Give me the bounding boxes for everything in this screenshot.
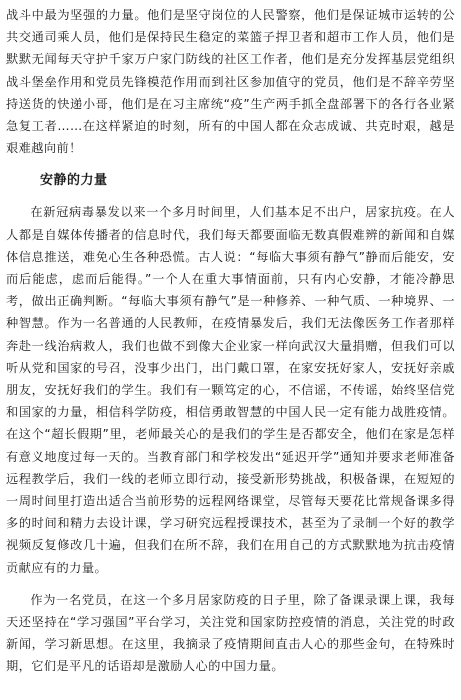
body-paragraph-2: 作为一名党员，在这一个多月居家防疫的日子里，除了备课录课上课，我每天还坚持在“学习强国”平台学习，关注党和国家防控疫情的消息，关注党的时政新闻，学习新思想。在这里，我摘录了疫情期间直击人心的那些金句，在特殊时期，它们是平凡的话语却是激励人心的中国力量。 bbox=[6, 592, 455, 674]
body-paragraph-1: 在新冠病毒暴发以来一个多月时间里，人们基本足不出户，居家抗疫。在人人都是自媒体传播者的信息时代，我们每天都要面临无数真假难辨的新闻和自媒体信息推送，难免心生各种恐慌。古人说：“每临大事须有静气”静而后能安，安而后能虑，虑而后能得。”一个人在重大事情面前，只有内心安静，才能冷静思考，做出正确判断。“每临大事须有静气”是一种修养、一种气质、一种境界、一种智慧。作为一名普通的人民教师，在疫情暴发后，我们无法像医务工作者那样奔赴一线治病救人，我们也做不到像大企业家一样向武汉大量捐赠，但我们可以听从党和国家的号召，没事少出门，出门戴口罩，在家安抚好家人，安抚好亲戚朋友，安抚好我们的学生。我们有一颗笃定的心，不信谣，不传谣，始终坚信党和国家的力量，相信科学防疫，相信勇敢智慧的中国人民一定有能力战胜疫情。在这个“超长假期”里，老师最关心的是我们的学生是否都安全，他们在家是怎样有意义地度过每一天的。当教育部门和学校发出“延迟开学”通知并要求老师准备远程教学后，我们一线的老师立即行动，接受新形势挑战，积极备课，在短短的一周时间里打造出适合当前形势的远程网络课堂，尽管每天要花比常规备课多得多的时间和精力去设计课，学习研究远程授课技术，甚至为了录制一个好的教学视频反复修改几十遍，但我们在所不辞，我们在用自己的方式默默地为抗击疫情贡献应有的力量。 bbox=[6, 205, 455, 575]
intro-paragraph: 战斗中最为坚强的力量。他们是坚守岗位的人民警察，他们是保证城市运转的公共交通司乘人员，他们是保持民生稳定的菜篮子捍卫者和超市工作人员，他们是默默无闻每天守护千家万户家门防线的社区工作者，他们是充分发挥基层党组织战斗堡垒作用和党员先锋模范作用而到社区参加值守的党员，他们是不辞辛劳坚持送货的快递小哥，他们是在习主席统“疫”生产两手抓全盘部署下的各行各业紧急复工者……在这样紧迫的时刻，所有的中国人都在众志成诚、共克时艰，越是艰难越向前！ bbox=[6, 8, 455, 156]
section-heading: 安静的力量 bbox=[40, 173, 108, 189]
paragraph-gap bbox=[6, 579, 455, 589]
